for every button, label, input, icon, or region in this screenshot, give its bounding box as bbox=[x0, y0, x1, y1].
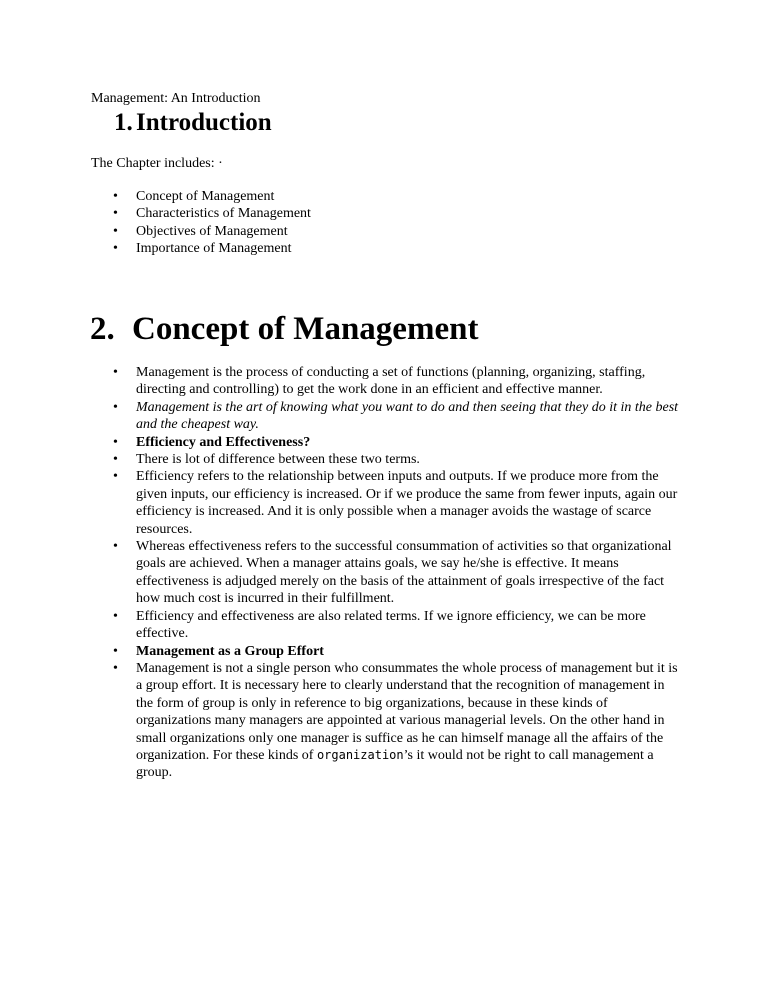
bullet-icon: • bbox=[113, 399, 118, 415]
text-segment: Management is not a single person who consummates the whole process of management but it is a group effort. It is necessary here to clearly understand that the recognition of management in the form of group is only in reference to big organizations, because in these kinds of organizations many managers are appointed at various managerial levels. On the other hand in small organizations only one manager is suffice as he can himself manage all the affairs of the organization. For these kinds of bbox=[136, 660, 678, 763]
list-item bbox=[113, 538, 680, 608]
list-item-text: Efficiency refers to the relationship between inputs and outputs. If we produce more from the given inputs, our efficiency is increased. Or if we produce the same from fewer inputs, again our efficiency is increased. And it is only possible when a manager avoids the wastage of scarce resources. bbox=[136, 469, 678, 537]
list-item bbox=[113, 205, 713, 222]
list-item bbox=[113, 468, 680, 538]
bullet-icon: • bbox=[113, 241, 118, 257]
list-item bbox=[113, 240, 713, 257]
heading-number: 2. bbox=[90, 311, 115, 347]
concept-bullet-list bbox=[113, 364, 680, 782]
list-item bbox=[113, 608, 680, 643]
bullet-icon: • bbox=[113, 608, 118, 624]
bullet-icon: • bbox=[113, 660, 118, 676]
bullet-icon: • bbox=[113, 206, 118, 222]
list-item-text: Objectives of Management bbox=[136, 223, 288, 239]
list-item-text-bold: Management as a Group Effort bbox=[136, 643, 324, 659]
list-item bbox=[113, 434, 680, 451]
list-item bbox=[113, 643, 680, 660]
bullet-icon: • bbox=[113, 365, 118, 380]
heading-concept-of-management bbox=[90, 309, 478, 349]
list-item-text: Importance of Management bbox=[136, 241, 292, 257]
list-item-text: There is lot of difference between these two terms. bbox=[136, 452, 420, 468]
bullet-icon: • bbox=[113, 189, 118, 204]
mono-word: organization bbox=[316, 747, 404, 762]
list-item bbox=[113, 660, 680, 782]
list-item-text: Management is the process of conducting a set of functions (planning, organizing, staffing, directing and controlling) to get the work done in an efficient and effective manner. bbox=[136, 365, 646, 398]
list-item-text: Whereas effectiveness refers to the successful consummation of activities so that organizational goals are achieved. When a manager attains goals, we say he/she is effective. It means effectiveness is adjudged merely on the basis of the attainment of goals irrespective of the fact how much cost is incurred in their fulfillment. bbox=[136, 539, 672, 607]
heading-number: 1. bbox=[114, 109, 133, 136]
list-item bbox=[113, 451, 680, 468]
heading-text: Concept of Management bbox=[132, 311, 479, 347]
list-item bbox=[113, 223, 713, 240]
list-item bbox=[113, 188, 713, 205]
document-title: Management: An Introduction bbox=[91, 91, 261, 106]
list-item-text-italic: Management is the art of knowing what you want to do and then seeing that they do it in the best and the cheapest way. bbox=[136, 399, 679, 433]
bullet-icon: • bbox=[113, 469, 118, 485]
chapter-includes-text: The Chapter includes: · bbox=[91, 156, 223, 171]
bullet-icon: • bbox=[113, 434, 118, 450]
list-item-text: Efficiency and effectiveness are also related terms. If we ignore efficiency, we can be more effective. bbox=[136, 608, 646, 642]
list-item-text-bold: Efficiency and Effectiveness? bbox=[136, 434, 311, 450]
list-item-text: Characteristics of Management bbox=[136, 206, 311, 222]
bullet-icon: • bbox=[113, 539, 118, 555]
bullet-icon: • bbox=[113, 452, 118, 468]
text-segment: ’s it would not be right to call management a group. bbox=[136, 747, 654, 781]
heading-text: Introduction bbox=[136, 109, 272, 136]
list-item-text: Concept of Management bbox=[136, 189, 275, 204]
list-item bbox=[113, 399, 680, 434]
bullet-icon: • bbox=[113, 223, 118, 239]
bullet-icon: • bbox=[113, 643, 118, 659]
heading-introduction bbox=[114, 108, 272, 138]
list-item bbox=[113, 364, 680, 399]
list-item-text bbox=[136, 661, 678, 780]
chapter-contents-list bbox=[113, 188, 713, 258]
